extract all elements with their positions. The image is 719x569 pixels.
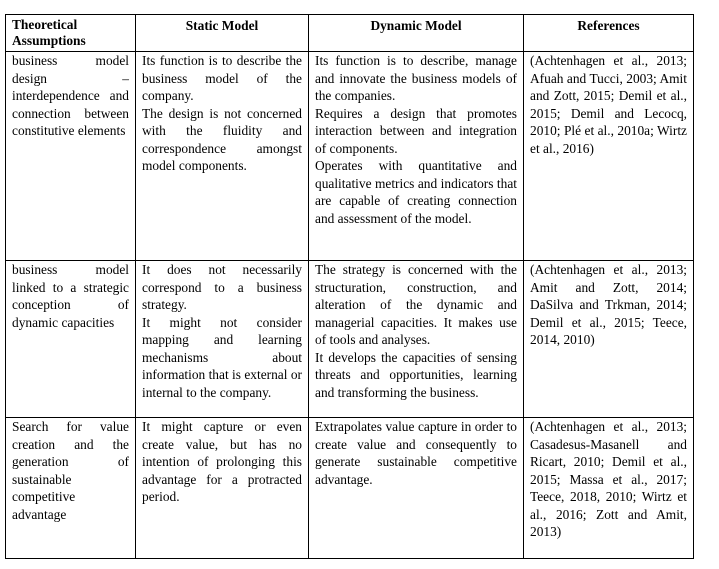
table-row [6,418,694,559]
static-paragraph: It might capture or even create value, but has no intention of prolonging this advantage for a protracted period. [142,419,302,504]
dynamic-model-cell [309,261,524,418]
table-row [6,261,694,418]
header-theoretical-assumptions: Theoretical Assumptions [6,15,136,52]
header-dynamic-model: Dynamic Model [309,15,524,52]
header-static-model: Static Model [136,15,309,52]
static-paragraph: The design is not concerned with the fluidity and correspondence amongst model components. [142,105,302,173]
dynamic-paragraph: The strategy is concerned with the structuration, construction, and alteration of the dynamic and managerial capacities. It makes use of tools and analyses. [315,262,517,347]
references-cell: (Achtenhagen et al., 2013; Amit and Zott, 2014; DaSilva and Trkman, 2014; Demil et al., 2015; Teece, 2014, 2010) [524,261,694,418]
static-model-cell [136,418,309,559]
static-model-cell [136,261,309,418]
header-row [6,15,694,52]
dynamic-paragraph: It develops the capacities of sensing threats and opportunities, learning and transforming the business. [315,349,517,400]
static-paragraph: It does not necessarily correspond to a business strategy. [142,262,302,312]
dynamic-paragraph: Extrapolates value capture in order to create value and consequently to generate sustainable competitive advantage. [315,419,517,487]
dynamic-model-cell [309,52,524,261]
static-paragraph: It might not consider mapping and learning mechanisms about information that is external or internal to the company. [142,314,302,400]
static-model-cell [136,52,309,261]
assumption-cell: business model linked to a strategic conception of dynamic capacities [6,261,136,418]
assumption-cell: business model design – interdependence and connection between constitutive elements [6,52,136,261]
dynamic-paragraph: Requires a design that promotes interaction between and integration of components. [315,105,517,156]
static-paragraph: Its function is to describe the business model of the company. [142,53,302,103]
table-row [6,52,694,261]
header-references: References [524,15,694,52]
references-cell: (Achtenhagen et al., 2013; Casadesus-Masanell and Ricart, 2010; Demil et al., 2015; Massa et al., 2017; Teece, 2018, 2010; Wirtz et al., 2016; Zott and Amit, 2013) [524,418,694,559]
assumption-cell: Search for value creation and the generation of sustainable competitive advantage [6,418,136,559]
comparison-table [5,14,694,559]
dynamic-paragraph: Its function is to describe, manage and innovate the business models of the companies. [315,53,517,103]
dynamic-model-cell [309,418,524,559]
dynamic-paragraph: Operates with quantitative and qualitative metrics and indicators that are capable of creating connection and assessment of the model. [315,158,517,226]
references-cell: (Achtenhagen et al., 2013; Afuah and Tucci, 2003; Amit and Zott, 2015; Demil et al., 2015; Demil and Lecocq, 2010; Plé et al., 2010a; Wirtz et al., 2016) [524,52,694,261]
